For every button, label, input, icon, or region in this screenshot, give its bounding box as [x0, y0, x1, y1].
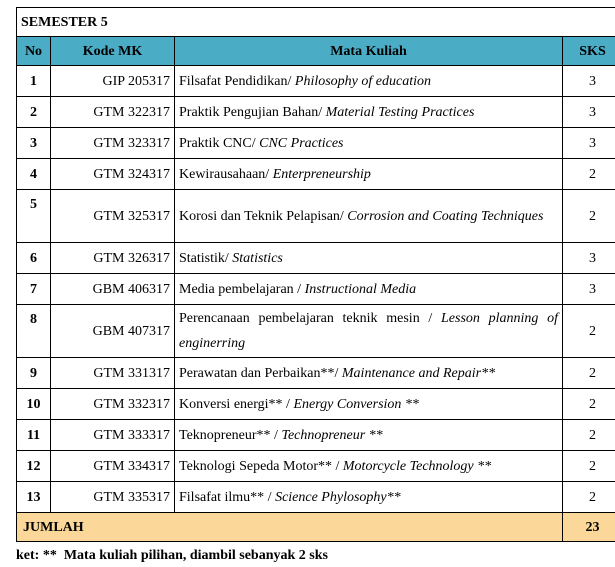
row-course	[175, 389, 563, 420]
row-sks: 3	[563, 274, 615, 305]
row-no: 6	[17, 243, 51, 274]
total-row	[17, 513, 615, 542]
row-course	[175, 97, 563, 128]
course-name-id: Praktik Pengujian Bahan/	[179, 104, 326, 120]
course-name-id: Teknopreneur** /	[179, 427, 282, 443]
row-code: GIP 205317	[51, 66, 175, 97]
table-row	[17, 451, 615, 482]
row-no: 2	[17, 97, 51, 128]
table-row	[17, 389, 615, 420]
row-course	[175, 190, 563, 243]
course-name-en: Energy Conversion	[293, 396, 402, 412]
row-no: 12	[17, 451, 51, 482]
course-name-en: Statistics	[232, 250, 283, 266]
row-sks: 2	[563, 451, 615, 482]
row-course	[175, 159, 563, 190]
semester-title: SEMESTER 5	[17, 8, 615, 37]
row-sks: 2	[563, 420, 615, 451]
course-name-en: CNC Practices	[259, 135, 344, 151]
total-label: JUMLAH	[17, 513, 563, 542]
table-row	[17, 97, 615, 128]
row-course	[175, 243, 563, 274]
row-code: GTM 333317	[51, 420, 175, 451]
row-code: GBM 407317	[51, 305, 175, 358]
elective-mark: **	[401, 396, 419, 412]
course-name-en: Motorcycle Technology	[342, 458, 474, 474]
elective-mark: **	[473, 458, 492, 474]
header-sks: SKS	[563, 37, 615, 66]
course-name-id: Media pembelajaran /	[179, 281, 305, 297]
row-no: 5	[17, 190, 51, 243]
elective-mark: **	[386, 489, 401, 505]
row-no: 7	[17, 274, 51, 305]
row-no: 1	[17, 66, 51, 97]
course-name-en: Material Testing Practices	[325, 104, 475, 120]
row-course	[175, 305, 563, 358]
row-code: GBM 406317	[51, 274, 175, 305]
row-course	[175, 420, 563, 451]
row-sks: 3	[563, 66, 615, 97]
course-name-id: Teknologi Sepeda Motor** /	[179, 458, 343, 474]
course-name-id: Filsafat Pendidikan/	[179, 73, 295, 89]
table-row	[17, 305, 615, 358]
row-code: GTM 334317	[51, 451, 175, 482]
course-name-en: Corrosion and Coating Techniques	[347, 208, 544, 224]
row-course	[175, 128, 563, 159]
course-name-en: Lesson planning of enginerring	[179, 311, 558, 351]
row-sks: 3	[563, 128, 615, 159]
curriculum-table	[16, 7, 615, 542]
row-course	[175, 358, 563, 389]
table-row	[17, 66, 615, 97]
course-name-id: Perencanaan pembelajaran teknik mesin /	[179, 311, 441, 326]
course-name-id: Statistik/	[179, 250, 233, 266]
row-no: 3	[17, 128, 51, 159]
table-row	[17, 420, 615, 451]
row-no: 11	[17, 420, 51, 451]
course-name-id: Praktik CNC/	[179, 135, 260, 151]
row-code: GTM 326317	[51, 243, 175, 274]
elective-mark: **	[365, 427, 383, 443]
table-row	[17, 243, 615, 274]
header-code: Kode MK	[51, 37, 175, 66]
row-sks: 2	[563, 389, 615, 420]
course-name-id: Kewirausahaan/	[179, 166, 273, 182]
row-course	[175, 66, 563, 97]
header-row	[17, 37, 615, 66]
row-no: 9	[17, 358, 51, 389]
row-no: 10	[17, 389, 51, 420]
table-row	[17, 128, 615, 159]
row-sks: 2	[563, 159, 615, 190]
row-no: 8	[17, 305, 51, 358]
course-name-en: Science Phylosophy	[275, 489, 387, 505]
footnote: ket: ** Mata kuliah pilihan, diambil sebanyak 2 sks	[16, 548, 328, 563]
row-code: GTM 323317	[51, 128, 175, 159]
table-row	[17, 159, 615, 190]
row-code: GTM 324317	[51, 159, 175, 190]
row-no: 4	[17, 159, 51, 190]
course-name-en: Maintenance and Repair	[341, 365, 482, 381]
course-name-id: Perawatan dan Perbaikan**/	[179, 365, 342, 381]
course-name-en: Philosophy of education	[294, 73, 431, 89]
elective-mark: **	[481, 365, 496, 381]
total-value: 23	[563, 513, 615, 542]
header-course: Mata Kuliah	[175, 37, 563, 66]
row-sks: 2	[563, 358, 615, 389]
course-name-en: Technopreneur	[281, 427, 366, 443]
row-sks: 3	[563, 243, 615, 274]
row-sks: 2	[563, 305, 615, 358]
row-course	[175, 482, 563, 513]
course-name-id: Korosi dan Teknik Pelapisan/	[179, 208, 348, 224]
row-code: GTM 332317	[51, 389, 175, 420]
row-sks: 2	[563, 190, 615, 243]
course-name-en: Instructional Media	[304, 281, 417, 297]
row-no: 13	[17, 482, 51, 513]
course-name-id: Konversi energi** /	[179, 396, 294, 412]
header-no: No	[17, 37, 51, 66]
row-code: GTM 331317	[51, 358, 175, 389]
row-code: GTM 335317	[51, 482, 175, 513]
table-row	[17, 190, 615, 243]
semester-row	[17, 8, 615, 37]
row-code: GTM 322317	[51, 97, 175, 128]
row-sks: 3	[563, 97, 615, 128]
course-name-en: Enterpreneurship	[272, 166, 371, 182]
table-row	[17, 274, 615, 305]
row-course	[175, 274, 563, 305]
row-code: GTM 325317	[51, 190, 175, 243]
row-course	[175, 451, 563, 482]
row-sks: 2	[563, 482, 615, 513]
table-row	[17, 482, 615, 513]
table-row	[17, 358, 615, 389]
course-name-id: Filsafat ilmu** /	[179, 489, 276, 505]
